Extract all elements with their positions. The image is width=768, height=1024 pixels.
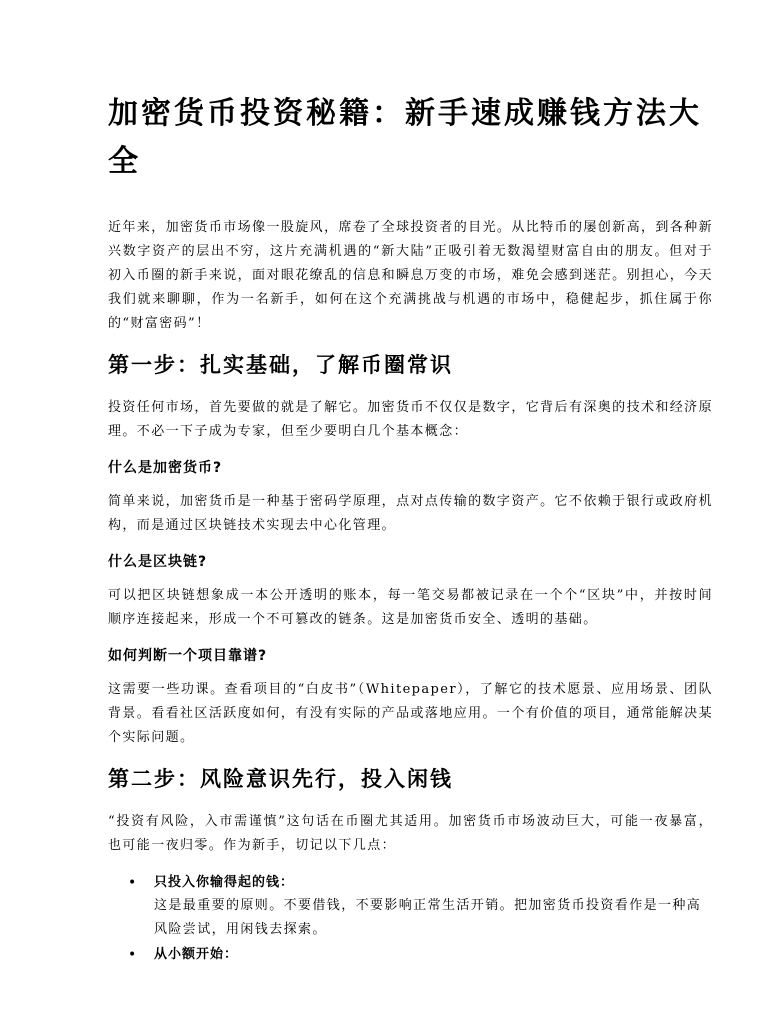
risk-tips-list (108, 872, 713, 966)
document-page (108, 90, 713, 968)
question-crypto-answer: 简单来说，加密货币是一种基于密码学原理，点对点传输的数字资产。它不依赖于银行或政府机构，而是通过区块链技术实现去中心化管理。 (108, 494, 713, 533)
intro-paragraph: 近年来，加密货币市场像一股旋风，席卷了全球投资者的目光。从比特币的屡创新高，到各种新兴数字资产的层出不穷，这片充满机遇的“新大陆”正吸引着无数渴望财富自由的朋友。但对于初入币圈的新手来说，面对眼花缭乱的信息和瞬息万变的市场，难免会感到迷茫。别担心，今天我们就来聊聊，作为一名新手，如何在这个充满挑战与机遇的市场中，稳健起步，抓住属于你的“财富密码”！ (108, 220, 713, 331)
bullet-icon: • (128, 947, 137, 963)
question-blockchain-answer: 可以把区块链想象成一本公开透明的账本，每一笔交易都被记录在一个个“区块”中，并按时间顺序连接起来，形成一个不可篡改的链条。这是加密货币安全、透明的基础。 (108, 588, 713, 627)
list-item-title: 从小额开始： (154, 947, 239, 962)
list-item (128, 872, 713, 942)
bullet-icon: • (128, 875, 137, 891)
question-project-heading: 如何判断一个项目靠谱? (108, 648, 268, 664)
question-project-answer: 这需要一些功课。查看项目的“白皮书”（Whitepaper），了解它的技术愿景、应用场景、团队背景。看看社区活跃度如何，有没有实际的产品或落地应用。一个有价值的项目，通常能解决某个实际问题。 (108, 682, 713, 745)
page-title: 加密货币投资秘籍：新手速成赚钱方法大全 (108, 96, 702, 179)
list-item-title: 只投入你输得起的钱： (154, 875, 295, 890)
question-crypto-heading: 什么是加密货币? (108, 460, 223, 476)
list-item-body: 这是最重要的原则。不要借钱，不要影响正常生活开销。把加密货币投资看作是一种高风险尝试，用闲钱去探索。 (154, 898, 702, 937)
list-item (128, 944, 713, 966)
step1-intro-paragraph: 投资任何市场，首先要做的就是了解它。加密货币不仅仅是数字，它背后有深奥的技术和经济原理。不必一下子成为专家，但至少要明白几个基本概念： (108, 400, 713, 439)
step2-heading: 第二步：风险意识先行，投入闲钱 (108, 767, 453, 791)
question-blockchain-heading: 什么是区块链? (108, 554, 208, 570)
step2-intro-paragraph: “投资有风险，入市需谨慎”这句话在币圈尤其适用。加密货币市场波动巨大，可能一夜暴富，也可能一夜归零。作为新手，切记以下几点： (108, 814, 713, 853)
step1-heading: 第一步：扎实基础，了解币圈常识 (108, 353, 453, 377)
